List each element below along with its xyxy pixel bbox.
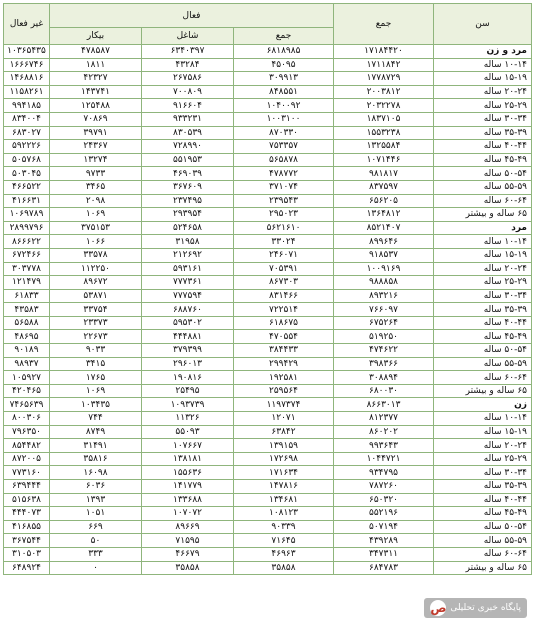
cell-total: ۶۵۰۳۲۰ bbox=[334, 493, 434, 507]
cell-total: ۱۰۷۱۴۴۶ bbox=[334, 153, 434, 167]
table-row bbox=[4, 99, 532, 113]
cell-employed: ۵۹۳۱۶۱ bbox=[142, 262, 234, 276]
site-watermark bbox=[424, 598, 527, 618]
cell-total: ۷۶۶۰۹۷ bbox=[334, 303, 434, 317]
cell-total: ۶۸۰۰۳۰ bbox=[334, 384, 434, 398]
cell-inactive: ۸۰۰۳۰۶ bbox=[4, 412, 50, 426]
table-row bbox=[4, 316, 532, 330]
cell-active-total: ۳۵۸۵۸ bbox=[234, 561, 334, 575]
cell-employed: ۸۹۶۶۹ bbox=[142, 520, 234, 534]
cell-age: ۲۰-۲۴ ساله bbox=[434, 439, 532, 453]
table-row bbox=[4, 153, 532, 167]
cell-age: ۴۰-۴۴ ساله bbox=[434, 140, 532, 154]
cell-total: ۸۶۰۲۰۲ bbox=[334, 425, 434, 439]
cell-unemployed: ۳۴۶۵ bbox=[50, 180, 142, 194]
cell-unemployed: ۲۲۶۷۳ bbox=[50, 330, 142, 344]
cell-age: ۳۰-۳۴ ساله bbox=[434, 466, 532, 480]
cell-employed: ۱۰۷۶۶۷ bbox=[142, 439, 234, 453]
cell-total: ۳۴۷۳۱۱ bbox=[334, 547, 434, 561]
cell-active-total: ۱۷۱۶۳۴ bbox=[234, 466, 334, 480]
cell-age: ۶۰-۶۴ ساله bbox=[434, 371, 532, 385]
cell-active-total: ۷۱۶۴۵ bbox=[234, 534, 334, 548]
cell-age: ۶۵ ساله و بیشتر bbox=[434, 208, 532, 222]
cell-employed: ۱۴۱۷۷۹ bbox=[142, 480, 234, 494]
cell-unemployed: ۱۰۶۶ bbox=[50, 235, 142, 249]
cell-active-total: ۱۰۰۳۱۰۰ bbox=[234, 112, 334, 126]
cell-inactive: ۳۰۳۷۷۸ bbox=[4, 262, 50, 276]
cell-total: ۱۷۱۸۴۴۲۰ bbox=[334, 45, 434, 59]
cell-total: ۸۹۹۶۴۶ bbox=[334, 235, 434, 249]
cell-employed: ۱۳۳۶۸۸ bbox=[142, 493, 234, 507]
cell-inactive: ۶۴۸۹۲۴ bbox=[4, 561, 50, 575]
cell-age: ۱۵-۱۹ ساله bbox=[434, 425, 532, 439]
cell-unemployed: ۵۳۸۷۱ bbox=[50, 289, 142, 303]
cell-inactive: ۶۳۹۴۴۴ bbox=[4, 480, 50, 494]
cell-total: ۱۷۱۱۸۴۲ bbox=[334, 58, 434, 72]
cell-employed: ۳۱۹۵۸ bbox=[142, 235, 234, 249]
cell-inactive: ۹۰۱۸۹ bbox=[4, 344, 50, 358]
cell-unemployed: ۸۷۴۹ bbox=[50, 425, 142, 439]
cell-employed: ۷۷۷۵۹۴ bbox=[142, 289, 234, 303]
cell-age: ۳۰-۳۴ ساله bbox=[434, 112, 532, 126]
cell-active-total: ۶۳۸۴۲ bbox=[234, 425, 334, 439]
cell-active-total: ۸۶۷۳۰۳ bbox=[234, 276, 334, 290]
cell-active-total: ۱۲۰۷۱ bbox=[234, 412, 334, 426]
cell-total: ۱۰۰۹۱۶۹ bbox=[334, 262, 434, 276]
cell-unemployed: ۶۰۳۶ bbox=[50, 480, 142, 494]
cell-inactive: ۵۹۲۲۲۶ bbox=[4, 140, 50, 154]
cell-employed: ۵۵۱۹۵۳ bbox=[142, 153, 234, 167]
cell-inactive: ۹۸۹۳۷ bbox=[4, 357, 50, 371]
cell-active-total: ۴۶۹۶۳ bbox=[234, 547, 334, 561]
cell-age: ۴۰-۴۴ ساله bbox=[434, 316, 532, 330]
cell-age: مرد و زن bbox=[434, 45, 532, 59]
cell-unemployed: ۲۴۳۶۷ bbox=[50, 140, 142, 154]
cell-active-total: ۱۷۲۶۹۸ bbox=[234, 452, 334, 466]
cell-active-total: ۱۳۹۱۵۹ bbox=[234, 439, 334, 453]
cell-unemployed: ۱۰۵۱ bbox=[50, 507, 142, 521]
cell-active-total: ۱۰۸۱۲۳ bbox=[234, 507, 334, 521]
cell-total: ۹۹۳۶۴۳ bbox=[334, 439, 434, 453]
cell-employed: ۷۷۷۳۶۱ bbox=[142, 276, 234, 290]
cell-active-total: ۵۶۲۱۶۱۰ bbox=[234, 221, 334, 235]
cell-unemployed: ۰ bbox=[50, 561, 142, 575]
cell-employed: ۱۹۰۸۱۶ bbox=[142, 371, 234, 385]
table-row bbox=[4, 289, 532, 303]
cell-age: ۵۰-۵۴ ساله bbox=[434, 344, 532, 358]
cell-age: ۵۵-۵۹ ساله bbox=[434, 534, 532, 548]
cell-total: ۶۵۶۲۰۵ bbox=[334, 194, 434, 208]
cell-inactive: ۵۰۳۰۴۵ bbox=[4, 167, 50, 181]
cell-age: ۶۰-۶۴ ساله bbox=[434, 194, 532, 208]
header-unemployed: بیکار bbox=[50, 28, 142, 45]
cell-active-total: ۲۹۹۴۲۹ bbox=[234, 357, 334, 371]
cell-inactive: ۵۰۵۷۶۸ bbox=[4, 153, 50, 167]
cell-active-total: ۸۳۱۴۶۶ bbox=[234, 289, 334, 303]
header-age: سن bbox=[434, 4, 532, 45]
cell-unemployed: ۸۹۶۷۲ bbox=[50, 276, 142, 290]
cell-total: ۲۰۳۲۲۷۸ bbox=[334, 99, 434, 113]
cell-inactive: ۱۰۳۶۵۴۳۵ bbox=[4, 45, 50, 59]
cell-unemployed: ۲۰۹۸ bbox=[50, 194, 142, 208]
cell-unemployed: ۴۲۳۲۷ bbox=[50, 72, 142, 86]
table-row bbox=[4, 221, 532, 235]
table-row bbox=[4, 235, 532, 249]
cell-inactive: ۸۳۴۰۰۴ bbox=[4, 112, 50, 126]
table-row bbox=[4, 208, 532, 222]
cell-age: ۱۰-۱۴ ساله bbox=[434, 412, 532, 426]
cell-total: ۵۰۷۱۹۴ bbox=[334, 520, 434, 534]
cell-inactive: ۹۹۴۱۸۵ bbox=[4, 99, 50, 113]
cell-unemployed: ۳۳۵۷۸ bbox=[50, 248, 142, 262]
cell-unemployed: ۱۶۰۹۸ bbox=[50, 466, 142, 480]
cell-unemployed: ۷۴۴ bbox=[50, 412, 142, 426]
cell-inactive: ۸۵۴۴۸۲ bbox=[4, 439, 50, 453]
cell-total: ۱۰۴۴۷۲۱ bbox=[334, 452, 434, 466]
cell-unemployed: ۲۳۳۷۳ bbox=[50, 316, 142, 330]
cell-inactive: ۶۸۳۰۲۷ bbox=[4, 126, 50, 140]
cell-age: ۱۰-۱۴ ساله bbox=[434, 235, 532, 249]
cell-inactive: ۱۴۶۸۸۱۶ bbox=[4, 72, 50, 86]
cell-inactive: ۴۴۴۰۷۳ bbox=[4, 507, 50, 521]
header-employed: شاغل bbox=[142, 28, 234, 45]
cell-active-total: ۴۷۰۵۵۴ bbox=[234, 330, 334, 344]
cell-employed: ۱۰۹۳۷۳۹ bbox=[142, 398, 234, 412]
site-logo: ص bbox=[430, 601, 447, 615]
cell-employed: ۹۳۳۲۳۱ bbox=[142, 112, 234, 126]
cell-total: ۱۸۳۷۱۰۵ bbox=[334, 112, 434, 126]
cell-age: ۲۰-۲۴ ساله bbox=[434, 262, 532, 276]
cell-inactive: ۷۴۶۵۶۳۹ bbox=[4, 398, 50, 412]
cell-active-total: ۷۰۵۳۹۱ bbox=[234, 262, 334, 276]
cell-inactive: ۸۷۲۰۰۵ bbox=[4, 452, 50, 466]
cell-age: ۳۵-۳۹ ساله bbox=[434, 303, 532, 317]
cell-inactive: ۵۱۵۶۳۸ bbox=[4, 493, 50, 507]
cell-unemployed: ۱۰۶۹ bbox=[50, 384, 142, 398]
cell-unemployed: ۳۵۸۱۶ bbox=[50, 452, 142, 466]
cell-inactive: ۴۶۶۵۲۲ bbox=[4, 180, 50, 194]
cell-active-total: ۲۹۵۰۲۳ bbox=[234, 208, 334, 222]
cell-employed: ۴۶۶۷۹ bbox=[142, 547, 234, 561]
header-total: جمع bbox=[334, 4, 434, 45]
cell-age: ۴۰-۴۴ ساله bbox=[434, 493, 532, 507]
cell-active-total: ۳۳۰۲۴ bbox=[234, 235, 334, 249]
cell-unemployed: ۹۰۳۳ bbox=[50, 344, 142, 358]
table-row bbox=[4, 357, 532, 371]
table-row bbox=[4, 58, 532, 72]
table-row bbox=[4, 140, 532, 154]
cell-total: ۶۷۵۲۶۴ bbox=[334, 316, 434, 330]
cell-active-total: ۸۴۸۵۵۱ bbox=[234, 85, 334, 99]
cell-inactive: ۱۱۵۸۲۶۱ bbox=[4, 85, 50, 99]
table-row bbox=[4, 371, 532, 385]
cell-active-total: ۴۵۰۹۵ bbox=[234, 58, 334, 72]
cell-unemployed: ۶۶۹ bbox=[50, 520, 142, 534]
table-row bbox=[4, 561, 532, 575]
table-row bbox=[4, 72, 532, 86]
cell-total: ۹۸۱۸۱۷ bbox=[334, 167, 434, 181]
cell-employed: ۹۱۶۶۰۴ bbox=[142, 99, 234, 113]
cell-employed: ۵۵۰۹۳ bbox=[142, 425, 234, 439]
cell-age: ۴۵-۴۹ ساله bbox=[434, 507, 532, 521]
cell-age: ۵۵-۵۹ ساله bbox=[434, 357, 532, 371]
cell-employed: ۲۳۷۴۹۵ bbox=[142, 194, 234, 208]
table-row bbox=[4, 126, 532, 140]
cell-unemployed: ۱۰۳۴۳۵ bbox=[50, 398, 142, 412]
watermark-text: پایگاه خبری تحلیلی bbox=[450, 603, 521, 613]
cell-employed: ۴۳۲۸۴ bbox=[142, 58, 234, 72]
header-inactive: غیر فعال bbox=[4, 4, 50, 45]
cell-unemployed: ۴۷۸۵۸۷ bbox=[50, 45, 142, 59]
cell-unemployed: ۳۷۵۱۵۳ bbox=[50, 221, 142, 235]
cell-inactive: ۴۱۶۶۳۱ bbox=[4, 194, 50, 208]
cell-inactive: ۱۰۶۹۷۸۹ bbox=[4, 208, 50, 222]
cell-active-total: ۹۰۳۳۹ bbox=[234, 520, 334, 534]
table-row bbox=[4, 507, 532, 521]
cell-inactive: ۳۱۰۵۰۳ bbox=[4, 547, 50, 561]
cell-employed: ۴۶۹۰۳۹ bbox=[142, 167, 234, 181]
cell-age: ۵۰-۵۴ ساله bbox=[434, 167, 532, 181]
table-row bbox=[4, 303, 532, 317]
cell-employed: ۷۱۵۹۵ bbox=[142, 534, 234, 548]
cell-unemployed: ۳۹۷۹۱ bbox=[50, 126, 142, 140]
cell-active-total: ۱۳۴۶۸۱ bbox=[234, 493, 334, 507]
cell-active-total: ۴۷۸۷۷۲ bbox=[234, 167, 334, 181]
cell-active-total: ۵۶۵۸۷۸ bbox=[234, 153, 334, 167]
table-row bbox=[4, 248, 532, 262]
cell-employed: ۲۱۲۶۹۲ bbox=[142, 248, 234, 262]
table-row bbox=[4, 167, 532, 181]
cell-age: ۱۵-۱۹ ساله bbox=[434, 248, 532, 262]
cell-unemployed: ۱۷۶۵ bbox=[50, 371, 142, 385]
cell-total: ۳۹۸۳۶۶ bbox=[334, 357, 434, 371]
cell-active-total: ۲۳۹۵۴۳ bbox=[234, 194, 334, 208]
cell-inactive: ۴۱۶۸۵۵ bbox=[4, 520, 50, 534]
labor-force-table bbox=[3, 3, 532, 575]
table-row bbox=[4, 547, 532, 561]
cell-employed: ۱۵۵۶۳۶ bbox=[142, 466, 234, 480]
table-row bbox=[4, 452, 532, 466]
cell-employed: ۶۸۸۷۶۰ bbox=[142, 303, 234, 317]
cell-employed: ۲۵۴۹۵ bbox=[142, 384, 234, 398]
cell-inactive: ۳۶۷۵۴۴ bbox=[4, 534, 50, 548]
cell-total: ۸۱۲۳۷۷ bbox=[334, 412, 434, 426]
cell-inactive: ۱۰۵۹۲۷ bbox=[4, 371, 50, 385]
cell-inactive: ۴۳۵۸۳ bbox=[4, 303, 50, 317]
cell-active-total: ۶۸۱۸۹۸۵ bbox=[234, 45, 334, 59]
cell-total: ۱۵۵۳۲۳۸ bbox=[334, 126, 434, 140]
table-row bbox=[4, 194, 532, 208]
table-row bbox=[4, 534, 532, 548]
cell-total: ۱۷۷۸۷۲۹ bbox=[334, 72, 434, 86]
cell-active-total: ۸۷۰۳۳۰ bbox=[234, 126, 334, 140]
cell-employed: ۲۶۷۵۸۶ bbox=[142, 72, 234, 86]
cell-age: ۵۰-۵۴ ساله bbox=[434, 520, 532, 534]
table-body bbox=[4, 45, 532, 575]
cell-employed: ۲۹۶۰۱۳ bbox=[142, 357, 234, 371]
cell-employed: ۷۲۸۹۹۰ bbox=[142, 140, 234, 154]
cell-age: ۱۵-۱۹ ساله bbox=[434, 72, 532, 86]
cell-active-total: ۱۴۷۸۱۶ bbox=[234, 480, 334, 494]
table-row bbox=[4, 330, 532, 344]
cell-inactive: ۴۲۰۴۶۵ bbox=[4, 384, 50, 398]
cell-employed: ۵۹۵۳۰۲ bbox=[142, 316, 234, 330]
cell-total: ۱۳۲۵۵۸۴ bbox=[334, 140, 434, 154]
table-row bbox=[4, 439, 532, 453]
cell-total: ۴۳۹۲۸۹ bbox=[334, 534, 434, 548]
cell-employed: ۱۱۳۲۶ bbox=[142, 412, 234, 426]
table-row bbox=[4, 45, 532, 59]
cell-active-total: ۲۴۶۰۷۱ bbox=[234, 248, 334, 262]
cell-unemployed: ۵۰ bbox=[50, 534, 142, 548]
cell-active-total: ۳۸۴۴۳۳ bbox=[234, 344, 334, 358]
cell-age: ۲۰-۲۴ ساله bbox=[434, 85, 532, 99]
cell-employed: ۳۷۹۳۹۹ bbox=[142, 344, 234, 358]
table-row bbox=[4, 85, 532, 99]
cell-age: ۳۰-۳۴ ساله bbox=[434, 289, 532, 303]
table-row bbox=[4, 480, 532, 494]
cell-age: ۲۵-۲۹ ساله bbox=[434, 99, 532, 113]
header-active: فعال bbox=[50, 4, 334, 28]
cell-active-total: ۷۲۲۵۱۴ bbox=[234, 303, 334, 317]
cell-age: ۶۵ ساله و بیشتر bbox=[434, 384, 532, 398]
table-row bbox=[4, 398, 532, 412]
cell-inactive: ۸۶۶۶۲۲ bbox=[4, 235, 50, 249]
table-row bbox=[4, 180, 532, 194]
cell-age: ۴۵-۴۹ ساله bbox=[434, 330, 532, 344]
cell-age: ۶۰-۶۴ ساله bbox=[434, 547, 532, 561]
cell-unemployed: ۱۱۲۲۵۰ bbox=[50, 262, 142, 276]
cell-unemployed: ۳۳۳ bbox=[50, 547, 142, 561]
cell-age: ۳۵-۳۹ ساله bbox=[434, 480, 532, 494]
table-row bbox=[4, 520, 532, 534]
cell-inactive: ۱۶۶۶۷۴۶ bbox=[4, 58, 50, 72]
cell-total: ۵۱۹۲۵۰ bbox=[334, 330, 434, 344]
cell-employed: ۳۶۷۶۰۹ bbox=[142, 180, 234, 194]
cell-active-total: ۲۵۹۵۶۴ bbox=[234, 384, 334, 398]
cell-unemployed: ۱۲۵۴۸۸ bbox=[50, 99, 142, 113]
cell-unemployed: ۱۳۹۳ bbox=[50, 493, 142, 507]
cell-unemployed: ۱۴۳۷۴۱ bbox=[50, 85, 142, 99]
cell-active-total: ۱۹۲۵۸۱ bbox=[234, 371, 334, 385]
table-row bbox=[4, 344, 532, 358]
cell-age: ۲۵-۲۹ ساله bbox=[434, 276, 532, 290]
cell-active-total: ۳۰۹۹۱۳ bbox=[234, 72, 334, 86]
table-row bbox=[4, 276, 532, 290]
header-active-total: جمع bbox=[234, 28, 334, 45]
table-row bbox=[4, 466, 532, 480]
cell-total: ۸۶۶۳۰۱۳ bbox=[334, 398, 434, 412]
cell-unemployed: ۹۷۳۳ bbox=[50, 167, 142, 181]
cell-unemployed: ۳۱۴۹۱ bbox=[50, 439, 142, 453]
cell-total: ۶۸۴۷۸۳ bbox=[334, 561, 434, 575]
cell-unemployed: ۱۳۲۷۴ bbox=[50, 153, 142, 167]
cell-unemployed: ۳۳۷۵۴ bbox=[50, 303, 142, 317]
cell-total: ۵۵۲۱۹۶ bbox=[334, 507, 434, 521]
cell-employed: ۵۲۴۶۵۸ bbox=[142, 221, 234, 235]
cell-employed: ۲۹۳۹۵۴ bbox=[142, 208, 234, 222]
cell-total: ۱۳۶۴۸۱۲ bbox=[334, 208, 434, 222]
cell-active-total: ۱۱۹۷۳۷۴ bbox=[234, 398, 334, 412]
cell-age: ۲۵-۲۹ ساله bbox=[434, 452, 532, 466]
table-row bbox=[4, 262, 532, 276]
cell-active-total: ۷۵۳۳۵۷ bbox=[234, 140, 334, 154]
cell-total: ۸۳۷۵۹۷ bbox=[334, 180, 434, 194]
cell-active-total: ۶۱۸۶۷۵ bbox=[234, 316, 334, 330]
cell-age: ۴۵-۴۹ ساله bbox=[434, 153, 532, 167]
cell-age: ۵۵-۵۹ ساله bbox=[434, 180, 532, 194]
cell-inactive: ۲۸۹۹۷۹۶ bbox=[4, 221, 50, 235]
cell-age: ۱۰-۱۴ ساله bbox=[434, 58, 532, 72]
cell-inactive: ۷۷۳۱۶۰ bbox=[4, 466, 50, 480]
cell-inactive: ۱۲۱۴۷۹ bbox=[4, 276, 50, 290]
cell-employed: ۷۰۰۸۰۹ bbox=[142, 85, 234, 99]
cell-total: ۹۱۸۵۳۷ bbox=[334, 248, 434, 262]
cell-unemployed: ۱۰۶۹ bbox=[50, 208, 142, 222]
cell-age: زن bbox=[434, 398, 532, 412]
cell-age: ۳۵-۳۹ ساله bbox=[434, 126, 532, 140]
cell-employed: ۱۳۸۱۸۱ bbox=[142, 452, 234, 466]
cell-total: ۸۵۲۱۴۰۷ bbox=[334, 221, 434, 235]
cell-inactive: ۶۱۸۳۳ bbox=[4, 289, 50, 303]
cell-total: ۹۸۸۸۵۸ bbox=[334, 276, 434, 290]
cell-total: ۹۳۴۷۹۵ bbox=[334, 466, 434, 480]
cell-employed: ۳۵۸۵۸ bbox=[142, 561, 234, 575]
cell-employed: ۴۴۴۸۸۱ bbox=[142, 330, 234, 344]
cell-unemployed: ۳۴۱۵ bbox=[50, 357, 142, 371]
cell-employed: ۱۰۷۰۷۲ bbox=[142, 507, 234, 521]
cell-unemployed: ۷۰۸۶۹ bbox=[50, 112, 142, 126]
cell-total: ۲۰۰۳۸۱۲ bbox=[334, 85, 434, 99]
cell-inactive: ۷۹۶۳۵۰ bbox=[4, 425, 50, 439]
cell-active-total: ۱۰۴۰۰۹۲ bbox=[234, 99, 334, 113]
cell-age: مرد bbox=[434, 221, 532, 235]
cell-total: ۸۹۳۲۱۶ bbox=[334, 289, 434, 303]
cell-employed: ۶۳۴۰۳۹۷ bbox=[142, 45, 234, 59]
cell-age: ۶۵ ساله و بیشتر bbox=[434, 561, 532, 575]
table-row bbox=[4, 412, 532, 426]
table-row bbox=[4, 425, 532, 439]
cell-total: ۷۸۷۲۶۰ bbox=[334, 480, 434, 494]
table-header bbox=[4, 4, 532, 45]
table-row bbox=[4, 384, 532, 398]
table-row bbox=[4, 112, 532, 126]
cell-inactive: ۵۶۵۸۸ bbox=[4, 316, 50, 330]
cell-employed: ۸۳۰۵۳۹ bbox=[142, 126, 234, 140]
cell-total: ۳۰۸۸۹۴ bbox=[334, 371, 434, 385]
table-row bbox=[4, 493, 532, 507]
cell-unemployed: ۱۸۱۱ bbox=[50, 58, 142, 72]
cell-inactive: ۴۸۶۹۵ bbox=[4, 330, 50, 344]
cell-inactive: ۶۷۲۴۶۶ bbox=[4, 248, 50, 262]
cell-total: ۴۷۴۶۲۲ bbox=[334, 344, 434, 358]
cell-active-total: ۳۷۱۰۷۴ bbox=[234, 180, 334, 194]
